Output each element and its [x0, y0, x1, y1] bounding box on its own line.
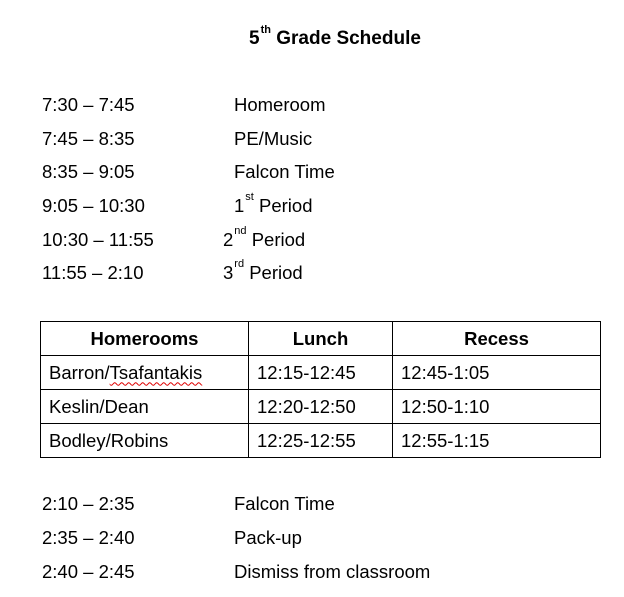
recess-cell: 12:55-1:15 — [393, 424, 601, 458]
table-row — [41, 356, 601, 390]
spellcheck-word: Tsafantakis — [109, 361, 203, 383]
period-number: 3 — [223, 262, 234, 283]
lunch-cell: 12:25-12:55 — [249, 424, 393, 458]
activity-text: Period — [251, 229, 306, 250]
recess-cell: 12:45-1:05 — [393, 356, 601, 390]
activity-text: Period — [259, 195, 313, 216]
table-row — [41, 424, 601, 458]
title-sup: th — [260, 24, 271, 36]
table-row — [41, 390, 601, 424]
time: 8:35 – 9:05 — [42, 161, 135, 182]
activity: Pack-up — [234, 527, 302, 548]
lunch-cell: 12:20-12:50 — [249, 390, 393, 424]
homeroom-name: Barron/ — [49, 361, 110, 383]
activity: Falcon Time — [234, 493, 335, 514]
header-lunch: Lunch — [249, 322, 393, 356]
lunch-cell: 12:15-12:45 — [249, 356, 393, 390]
time: 2:10 – 2:35 — [42, 493, 135, 514]
title-number: 5 — [249, 28, 260, 49]
activity: PE/Music — [234, 128, 313, 149]
time: 2:40 – 2:45 — [42, 561, 135, 582]
homeroom-cell: Keslin/Dean — [41, 390, 249, 424]
header-recess: Recess — [393, 322, 601, 356]
ordinal-sup: st — [245, 191, 254, 203]
homeroom-cell: Bodley/Robins — [41, 424, 249, 458]
time: 10:30 – 11:55 — [42, 229, 154, 250]
title-text: Grade Schedule — [276, 28, 421, 49]
homeroom-cell — [41, 356, 249, 390]
activity: Homeroom — [234, 94, 326, 115]
time: 11:55 – 2:10 — [42, 262, 144, 283]
activity — [234, 191, 313, 217]
header-homerooms: Homerooms — [41, 322, 249, 356]
lunch-recess-table — [40, 321, 601, 458]
time: 2:35 – 2:40 — [42, 527, 135, 548]
activity: Falcon Time — [234, 161, 335, 182]
period-number: 2 — [223, 229, 234, 250]
activity — [223, 225, 306, 251]
time: 9:05 – 10:30 — [42, 195, 145, 216]
recess-cell: 12:50-1:10 — [393, 390, 601, 424]
activity-text: Period — [249, 262, 303, 283]
page-title — [249, 24, 421, 50]
ordinal-sup: nd — [234, 225, 247, 237]
table-header-row — [41, 322, 601, 356]
activity — [223, 258, 303, 284]
ordinal-sup: rd — [234, 258, 245, 270]
period-number: 1 — [234, 195, 245, 216]
time: 7:30 – 7:45 — [42, 94, 135, 115]
activity: Dismiss from classroom — [234, 561, 431, 582]
time: 7:45 – 8:35 — [42, 128, 135, 149]
